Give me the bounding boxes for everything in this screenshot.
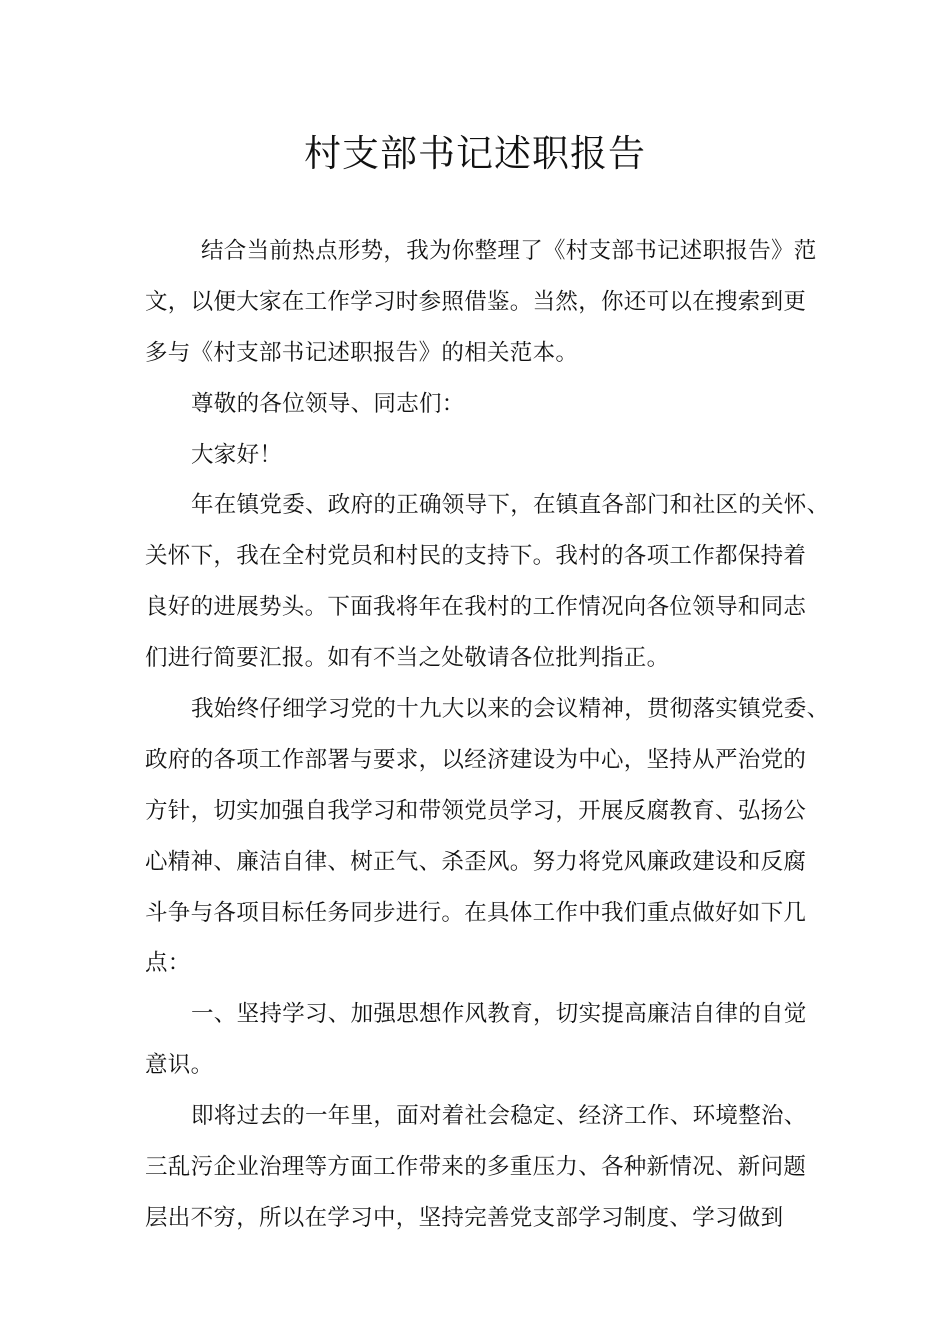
paragraph-line: 三乱污企业治理等方面工作带来的多重压力、各种新情况、新问题 [145, 1154, 807, 1181]
paragraph-line: 结合当前热点形势，我为你整理了《村支部书记述职报告》范 [201, 238, 817, 264]
paragraph-line: 们进行简要汇报。如有不当之处敬请各位批判指正。 [145, 645, 670, 672]
paragraph-line: 政府的各项工作部署与要求，以经济建设为中心，坚持从严治党的 [145, 746, 807, 773]
section-heading-line: 意识。 [145, 1052, 214, 1079]
paragraph-line: 层出不穷，所以在学习中，坚持完善党支部学习制度、学习做到 [145, 1204, 784, 1231]
salutation-line: 尊敬的各位领导、同志们： [191, 390, 465, 417]
paragraph-line: 我始终仔细学习党的十九大以来的会议精神，贯彻落实镇党委、 [191, 696, 830, 723]
paragraph-line: 文，以便大家在工作学习时参照借鉴。当然，你还可以在搜索到更 [145, 288, 807, 315]
section-heading-line: 一、坚持学习、加强思想作风教育，切实提高廉洁自律的自觉 [191, 1001, 807, 1028]
paragraph-line: 多与《村支部书记述职报告》的相关范本。 [145, 339, 579, 366]
document-body [145, 226, 830, 1244]
paragraph-line: 良好的进展势头。下面我将年在我村的工作情况向各位领导和同志 [145, 594, 807, 621]
paragraph-line: 心精神、廉洁自律、树正气、杀歪风。努力将党风廉政建设和反腐 [145, 848, 807, 875]
paragraph-line: 关怀下，我在全村党员和村民的支持下。我村的各项工作都保持着 [145, 543, 807, 570]
paragraph-line: 方针，切实加强自我学习和带领党员学习，开展反腐教育、弘扬公 [145, 797, 807, 824]
greeting-line: 大家好！ [191, 441, 283, 468]
paragraph-line: 即将过去的一年里，面对着社会稳定、经济工作、环境整治、 [191, 1103, 807, 1130]
paragraph-line: 点： [145, 950, 191, 977]
paragraph-line: 斗争与各项目标任务同步进行。在具体工作中我们重点做好如下几 [145, 899, 807, 926]
document-title: 村支部书记述职报告 [304, 132, 646, 175]
paragraph-line: 年在镇党委、政府的正确领导下，在镇直各部门和社区的关怀、 [191, 492, 830, 519]
